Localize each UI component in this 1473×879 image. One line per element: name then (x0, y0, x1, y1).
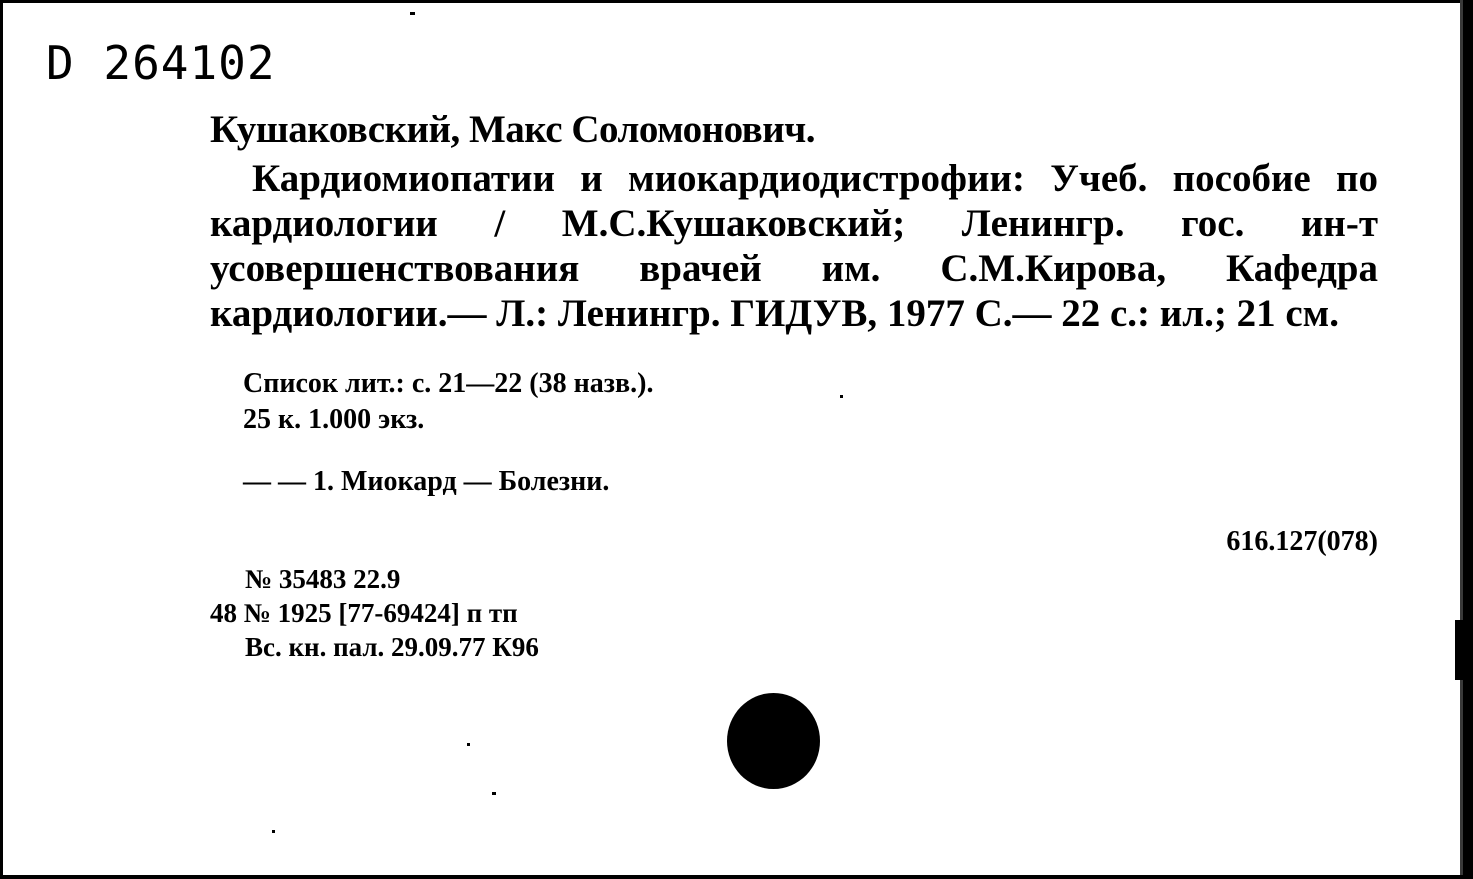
tech-line-1: № 35483 22.9 (245, 564, 401, 594)
card-border-right-inner (1460, 0, 1463, 879)
author-heading: Кушаковский, Макс Соломонович. (210, 108, 815, 151)
speck-4 (492, 792, 496, 795)
bibliography-note: Список лит.: с. 21—22 (38 назв.). (243, 368, 654, 399)
speck-5 (272, 830, 275, 833)
technical-info (210, 562, 539, 664)
speck-2 (840, 395, 843, 398)
speck-6 (1455, 620, 1463, 680)
price-print-run: 25 к. 1.000 экз. (243, 404, 425, 435)
card-border-right (1463, 0, 1473, 879)
subject-heading: — — 1. Миокард — Болезни. (243, 466, 610, 497)
card-number: D 264102 (46, 36, 276, 90)
card-border-bottom (0, 875, 1473, 879)
speck-3 (467, 743, 470, 746)
udc-classification: 616.127(078) (1226, 526, 1378, 557)
tech-line-2: 48 № 1925 [77-69424] п тп (210, 598, 518, 628)
card-border-left (0, 0, 3, 879)
notes-block (243, 366, 653, 438)
title-description: Кардиомиопатии и миокардиодистрофии: Учеб. пособие по кардиологии / М.С.Кушаковский; Ленингр. гос. ин-т усовершенствования врачей им. С.М.Кирова, Кафедра кардиологии.— Л.: Ленингр. ГИДУВ, 1977 С.— 22 с.: ил.; 21 см. (210, 157, 1378, 335)
bibliographic-entry (210, 106, 1378, 336)
tech-line-3: Вс. кн. пал. 29.09.77 К96 (245, 632, 539, 662)
speck-1 (410, 12, 415, 15)
card-border-top (0, 0, 1473, 3)
punch-hole (727, 693, 820, 789)
